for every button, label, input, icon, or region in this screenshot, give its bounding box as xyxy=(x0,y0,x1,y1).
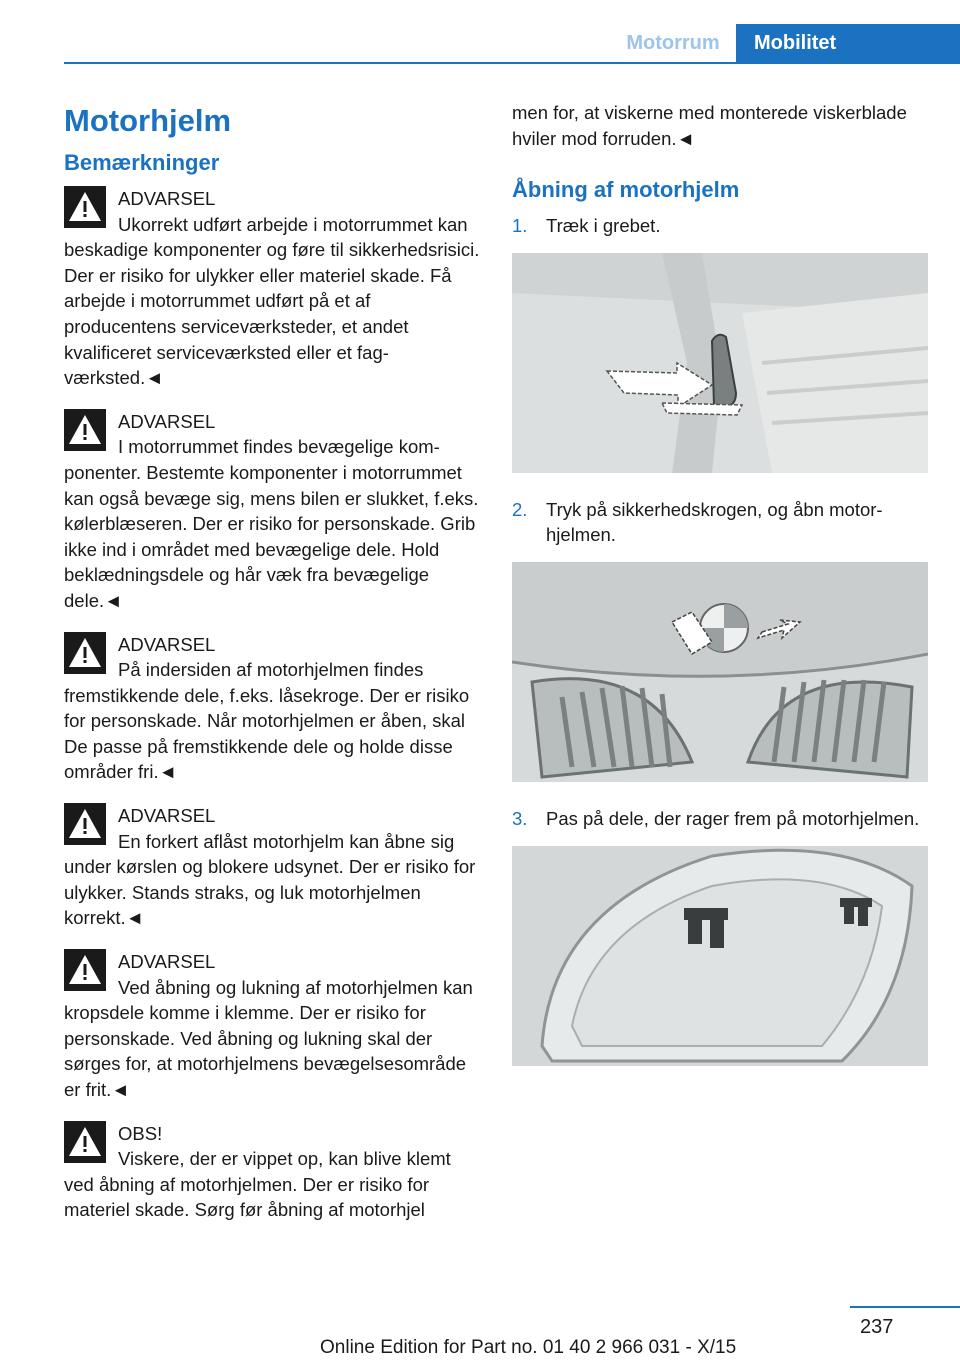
left-column xyxy=(64,100,480,1241)
step-text: Pas på dele, der rager frem på motorhjelmen. xyxy=(546,807,920,829)
step-number: 3. xyxy=(512,807,528,829)
tab-mobilitet[interactable]: Mobilitet xyxy=(736,24,960,62)
warning-triangle-icon xyxy=(64,186,106,228)
notice-heading: ADVARSEL xyxy=(118,188,216,209)
notice-text: I motorrummet findes bevægelige komponenter. Bestemte komponenter i motorrummet kan også bevæge sig, mens bilen er slukket, f.eks. kølerblæseren. Der er risiko for personskade. Grib ikke ind i området med bevægelige dele. Hold beklædningsdele og hår væk fra bevægelige dele.◄ xyxy=(64,436,479,611)
opening-hood-heading: Åbning af motorhjelm xyxy=(512,177,740,203)
notice-heading: ADVARSEL xyxy=(118,633,216,655)
right-column xyxy=(512,100,928,1090)
notice-text: Viskere, der er vippet op, kan blive klemt ved åbning af motorhjelmen. Der er risiko for materiel skade. Sørg før åbning af motorhjel xyxy=(64,1148,451,1221)
notice-heading: ADVARSEL xyxy=(118,805,216,827)
header-rule xyxy=(64,62,960,64)
notice-text: Ved åbning og lukning af motorhjelmen kan kropsdele komme i klemme. Der er risiko for personskade. Ved åbning og lukning skal der sørges for, at motorhjelmens bevægelsesområde er frit.◄ xyxy=(64,976,473,1100)
hood-underside-illustration xyxy=(512,846,928,1066)
notice-text: En forkert aflåst motorhjelm kan åbne sig under kørslen og blokere udsynet. Der er risiko for ulykker. Stands straks, og luk motorhjelmen korrekt.◄ xyxy=(64,830,476,929)
warning-notice-1 xyxy=(64,186,480,391)
chapter-tabs xyxy=(0,24,960,62)
figure-hood-underside xyxy=(512,846,928,1066)
footer-rule xyxy=(850,1306,960,1308)
notes-heading: Bemærkninger xyxy=(64,150,220,175)
edition-footer: Online Edition for Part no. 01 40 2 966 031 - X/15 xyxy=(320,1337,737,1358)
notice-heading: OBS! xyxy=(118,1122,163,1144)
step-text: Tryk på sikkerhedskrogen, og åbn motorhjelmen. xyxy=(546,498,883,546)
step-number: 2. xyxy=(512,498,528,520)
warning-triangle-icon xyxy=(64,949,106,991)
step-3 xyxy=(512,806,928,832)
safety-catch-illustration xyxy=(512,562,928,782)
continued-text: men for, at viskerne med monterede viskerblade hviler mod forruden.◄ xyxy=(512,102,907,149)
step-1 xyxy=(512,213,928,239)
page-number: 237 xyxy=(860,1316,894,1338)
step-number: 1. xyxy=(512,215,528,237)
notice-heading: ADVARSEL xyxy=(118,410,216,432)
figure-release-lever xyxy=(512,253,928,473)
warning-notice-5 xyxy=(64,949,480,1103)
warning-triangle-icon xyxy=(64,409,106,451)
warning-notice-4 xyxy=(64,803,480,931)
notice-text: På indersiden af motorhjelmen findes fremstikkende dele, f.eks. låsekroge. Der er risiko for personskade. Når motorhjelmen er åben, skal De passe på fremstikkende dele og holde disse områder fri.◄ xyxy=(64,659,470,783)
step-text: Træk i grebet. xyxy=(546,215,661,237)
release-lever-illustration xyxy=(512,253,928,473)
warning-triangle-icon xyxy=(64,803,106,845)
caution-notice xyxy=(64,1121,480,1223)
tab-motorrum[interactable]: Motorrum xyxy=(626,31,720,54)
warning-triangle-icon xyxy=(64,1121,106,1163)
warning-notice-2 xyxy=(64,409,480,614)
step-2 xyxy=(512,497,928,548)
section-title: Motorhjelm xyxy=(64,103,232,138)
figure-safety-catch xyxy=(512,562,928,782)
warning-notice-3 xyxy=(64,632,480,786)
notice-heading: ADVARSEL xyxy=(118,951,216,973)
warning-triangle-icon xyxy=(64,632,106,674)
notice-text: Ukorrekt udført arbejde i motorrummet kan beskadige komponenter og føre til sikkerhedsrisici. Der er risiko for ulykker eller materiel skade. Få arbejde i motorrummet udført på et af producentens serviceværksteder, et andet kvalificeret serviceværksted eller et fagværksted.◄ xyxy=(64,213,480,389)
